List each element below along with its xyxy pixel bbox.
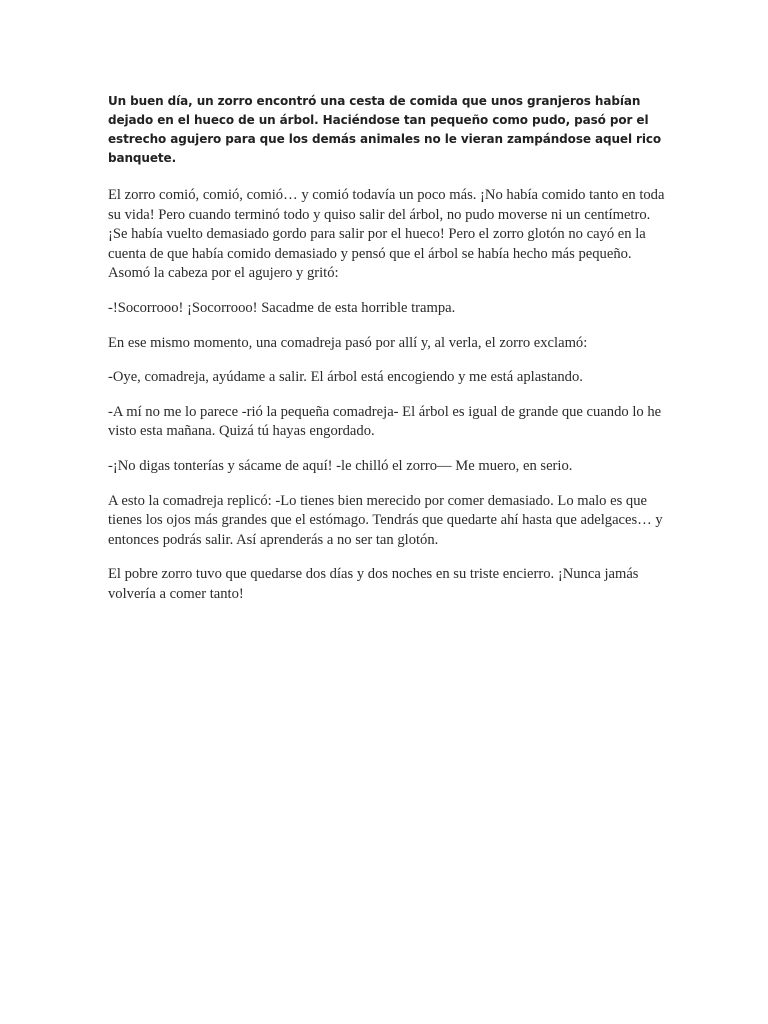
document-body (108, 92, 668, 620)
paragraph-1: El zorro comió, comió, comió… y comió todavía un poco más. ¡No había comido tanto en toda su vida! Pero cuando terminó todo y quiso salir del árbol, no pudo moverse ni un centímetro. ¡Se había vuelto demasiado gordo para salir por el hueco! Pero el zorro glotón no cayó en la cuenta de que había comido demasiado y pensó que el árbol se había hecho más pequeño. Asomó la cabeza por el agujero y gritó: (108, 187, 665, 282)
intro-paragraph: Un buen día, un zorro encontró una cesta de comida que unos granjeros habían dejado en el hueco de un árbol. Haciéndose tan pequeño como pudo, pasó por el estrecho agujero para que los demás animales no le vieran zampándose aquel rico banquete. (108, 94, 662, 165)
paragraph-5: -A mí no me lo parece -rió la pequeña comadreja- El árbol es igual de grande que cuando lo he visto esta mañana. Quizá tú hayas engordado. (108, 403, 662, 440)
paragraph-4: -Oye, comadreja, ayúdame a salir. El árbol está encogiendo y me está aplastando. (108, 369, 583, 386)
paragraph-6: -¡No digas tonterías y sácame de aquí! -le chilló el zorro— Me muero, en serio. (108, 457, 573, 474)
paragraph-2: -!Socorrooo! ¡Socorrooo! Sacadme de esta horrible trampa. (108, 299, 456, 316)
paragraph-7: A esto la comadreja replicó: -Lo tienes bien merecido por comer demasiado. Lo malo es que tienes los ojos más grandes que el estómago. Tendrás que quedarte ahí hasta que adelgaces… y entonces podrás salir. Así aprenderás a no ser tan glotón. (108, 492, 663, 548)
paragraph-3: En ese mismo momento, una comadreja pasó por allí y, al verla, el zorro exclamó: (108, 334, 588, 351)
paragraph-8: El pobre zorro tuvo que quedarse dos días y dos noches en su triste encierro. ¡Nunca jamás volvería a comer tanto! (108, 566, 639, 602)
